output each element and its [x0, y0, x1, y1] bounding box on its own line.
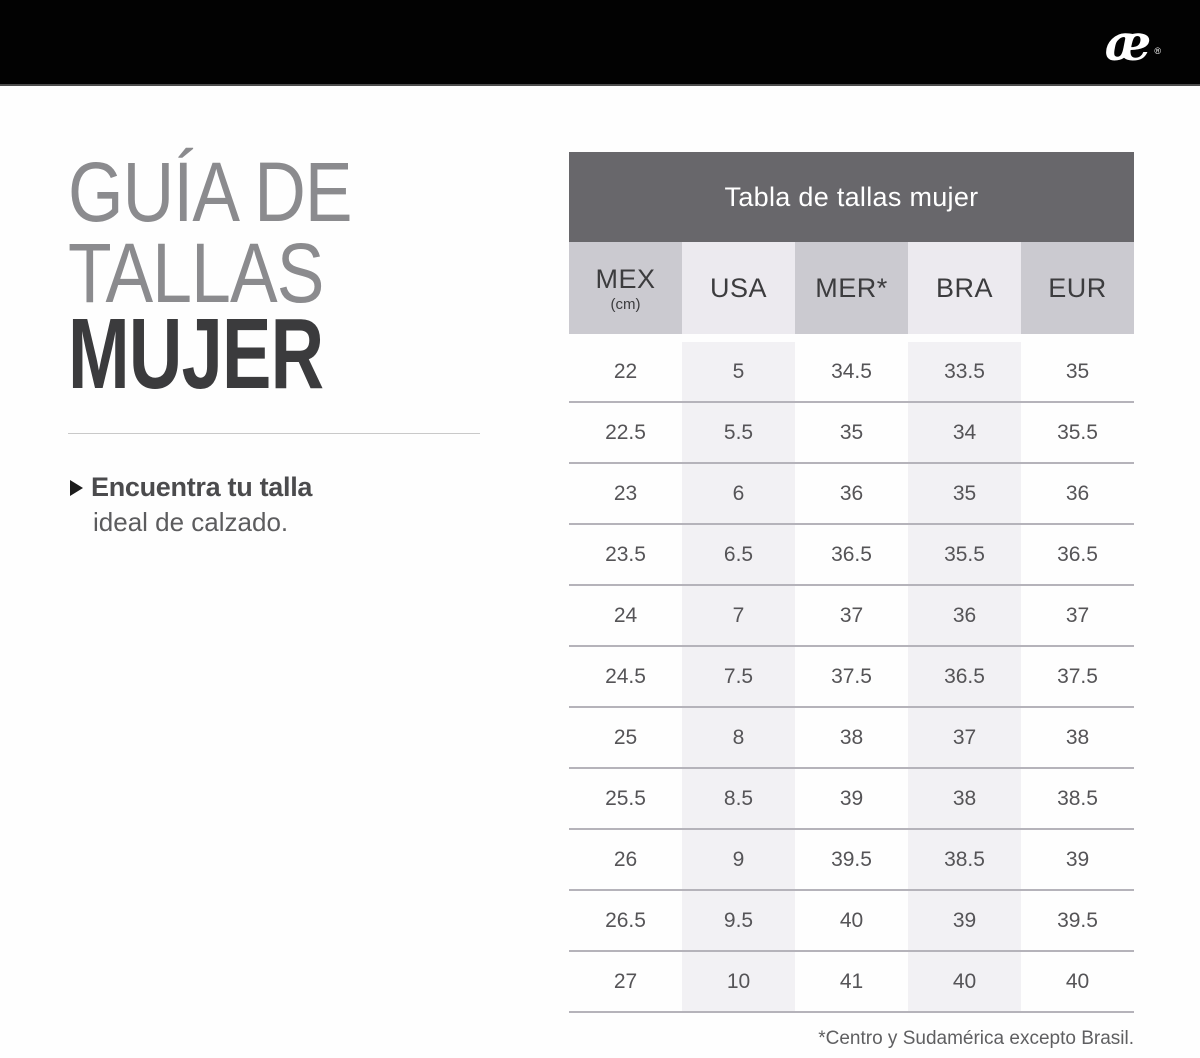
- table-row: [569, 586, 1134, 647]
- size-cell: 38.5: [908, 830, 1021, 889]
- size-cell: 38.5: [1057, 786, 1098, 810]
- size-cell: 9: [682, 830, 795, 889]
- column-header-sublabel: (cm): [610, 295, 641, 313]
- size-cell: 6.5: [682, 525, 795, 584]
- size-cell: 37: [839, 603, 864, 627]
- size-cell: 24.5: [605, 664, 646, 688]
- size-cell: 38: [839, 725, 864, 749]
- column-header-eur: [1021, 242, 1134, 334]
- find-size-subtitle: ideal de calzado.: [93, 507, 289, 537]
- size-cell: 36.5: [908, 647, 1021, 706]
- size-cell: 7.5: [682, 647, 795, 706]
- size-cell: 9.5: [682, 891, 795, 950]
- size-cell: 26: [613, 847, 638, 871]
- size-cell: 40: [908, 952, 1021, 1011]
- size-cell: 6: [682, 464, 795, 523]
- table-row: [569, 464, 1134, 525]
- size-cell: 40: [1065, 969, 1090, 993]
- size-cell: 34: [908, 403, 1021, 462]
- table-row: [569, 952, 1134, 1013]
- size-cell: 41: [839, 969, 864, 993]
- size-cell: 10: [682, 952, 795, 1011]
- page-title-line-1: GUÍA DE: [68, 145, 352, 239]
- table-column-headers: [569, 242, 1134, 334]
- size-cell: 39: [908, 891, 1021, 950]
- table-body: [569, 342, 1134, 1013]
- size-cell: 25.5: [605, 786, 646, 810]
- size-cell: 35: [908, 464, 1021, 523]
- find-size-section: [70, 472, 312, 538]
- size-cell: 23: [613, 481, 638, 505]
- column-header-bra: [908, 242, 1021, 334]
- table-row: [569, 830, 1134, 891]
- size-cell: 37.5: [1057, 664, 1098, 688]
- divider-line: [68, 433, 480, 434]
- size-cell: 36: [1065, 481, 1090, 505]
- size-cell: 37: [1065, 603, 1090, 627]
- size-cell: 37: [908, 708, 1021, 767]
- size-cell: 24: [613, 603, 638, 627]
- column-header-label: MER*: [815, 272, 888, 303]
- size-cell: 39: [839, 786, 864, 810]
- bullet-arrow-icon: [70, 480, 83, 496]
- table-title: Tabla de tallas mujer: [569, 152, 1134, 242]
- registered-trademark-mark: ®: [1154, 46, 1161, 56]
- page-title: [68, 145, 413, 410]
- size-cell: 7: [682, 586, 795, 645]
- column-header-mex: [569, 242, 682, 334]
- size-cell: 8.5: [682, 769, 795, 828]
- size-cell: 25: [613, 725, 638, 749]
- size-cell: 39.5: [831, 847, 872, 871]
- column-header-label: EUR: [1048, 272, 1107, 303]
- size-cell: 22: [613, 359, 638, 383]
- size-cell: 22.5: [605, 420, 646, 444]
- size-cell: 40: [839, 908, 864, 932]
- table-row: [569, 403, 1134, 464]
- size-cell: 33.5: [908, 342, 1021, 401]
- size-cell: 26.5: [605, 908, 646, 932]
- column-header-label: USA: [709, 272, 768, 303]
- size-cell: 35: [839, 420, 864, 444]
- size-cell: 36: [908, 586, 1021, 645]
- table-row: [569, 891, 1134, 952]
- size-cell: 27: [613, 969, 638, 993]
- column-header-label: MEX: [595, 263, 656, 294]
- size-cell: 35.5: [1057, 420, 1098, 444]
- size-cell: 36.5: [831, 542, 872, 566]
- size-cell: 23.5: [605, 542, 646, 566]
- size-cell: 37.5: [831, 664, 872, 688]
- size-table: [569, 152, 1134, 1013]
- size-cell: 5: [682, 342, 795, 401]
- table-row: [569, 342, 1134, 403]
- page-title-line-3: MUJER: [68, 298, 324, 410]
- size-cell: 34.5: [831, 359, 872, 383]
- column-header-label: BRA: [935, 272, 994, 303]
- header-gap: [569, 334, 1134, 342]
- brand-logo-icon: [1104, 8, 1161, 78]
- size-cell: 38: [1065, 725, 1090, 749]
- brand-logo-glyph: æ: [1104, 13, 1152, 72]
- size-cell: 35: [1065, 359, 1090, 383]
- size-cell: 36: [839, 481, 864, 505]
- table-row: [569, 769, 1134, 830]
- size-cell: 36.5: [1057, 542, 1098, 566]
- find-size-title: Encuentra tu talla: [91, 472, 313, 502]
- size-cell: 38: [908, 769, 1021, 828]
- size-cell: 8: [682, 708, 795, 767]
- top-brand-bar: [0, 0, 1200, 86]
- size-cell: 5.5: [682, 403, 795, 462]
- table-footnote: *Centro y Sudamérica excepto Brasil.: [818, 1028, 1134, 1049]
- size-cell: 39: [1065, 847, 1090, 871]
- table-row: [569, 525, 1134, 586]
- table-row: [569, 708, 1134, 769]
- size-cell: 39.5: [1057, 908, 1098, 932]
- size-cell: 35.5: [908, 525, 1021, 584]
- column-header-mer: [795, 242, 908, 334]
- page-title-line-2: TALLAS: [68, 226, 324, 320]
- column-header-usa: [682, 242, 795, 334]
- table-row: [569, 647, 1134, 708]
